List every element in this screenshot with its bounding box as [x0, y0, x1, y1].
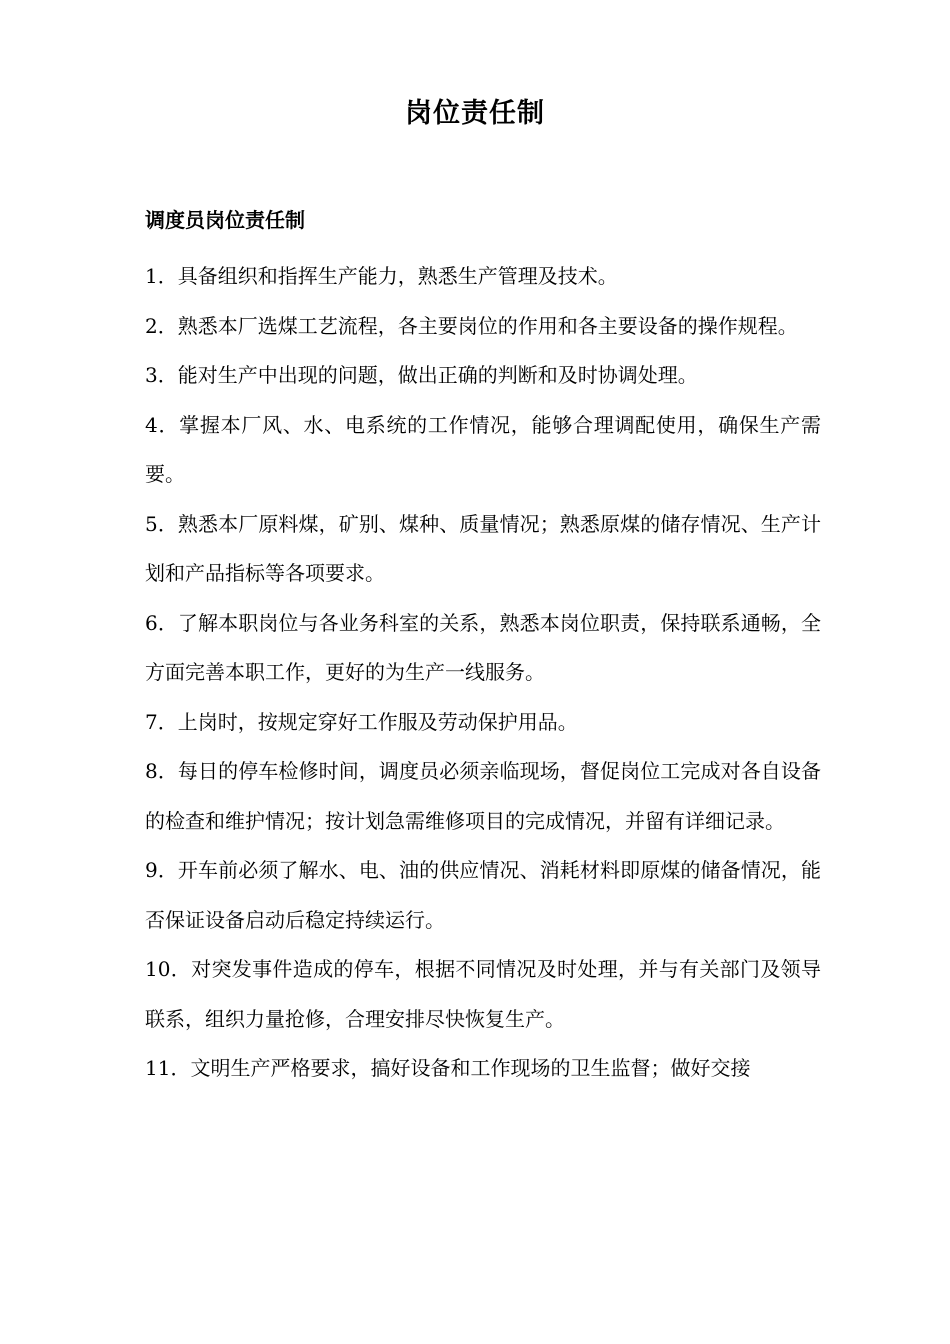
paragraph-item: 8．每日的停车检修时间，调度员必须亲临现场，督促岗位工完成对各自设备的检查和维护情况；按计划急需维修项目的完成情况，并留有详细记录。 — [145, 759, 821, 833]
paragraph-item: 7．上岗时，按规定穿好工作服及劳动保护用品。 — [145, 709, 578, 734]
paragraph-item: 11．文明生产严格要求，搞好设备和工作现场的卫生监督；做好交接 — [145, 1056, 751, 1080]
paragraph-item: 10．对突发事件造成的停车，根据不同情况及时处理，并与有关部门及领导联系，组织力量抢修，合理安排尽快恢复生产。 — [145, 957, 821, 1031]
paragraph-item: 5．熟悉本厂原料煤，矿别、煤种、质量情况；熟悉原煤的储存情况、生产计划和产品指标等各项要求。 — [145, 511, 821, 585]
document-title: 岗位责任制 — [405, 98, 545, 129]
paragraph-item: 1．具备组织和指挥生产能力，熟悉生产管理及技术。 — [145, 264, 618, 288]
section-heading: 调度员岗位责任制 — [145, 208, 305, 232]
paragraph-item: 4．掌握本厂风、水、电系统的工作情况，能够合理调配使用，确保生产需要。 — [145, 412, 821, 486]
paragraph-item: 2．熟悉本厂选煤工艺流程，各主要岗位的作用和各主要设备的操作规程。 — [145, 313, 798, 338]
paragraph-item: 3．能对生产中出现的问题，做出正确的判断和及时协调处理。 — [145, 363, 698, 387]
responsibility-list — [145, 252, 821, 1094]
paragraph-item: 6．了解本职岗位与各业务科室的关系，熟悉本岗位职责，保持联系通畅，全方面完善本职工作，更好的为生产一线服务。 — [145, 610, 821, 684]
paragraph-item: 9．开车前必须了解水、电、油的供应情况、消耗材料即原煤的储备情况，能否保证设备启动后稳定持续运行。 — [145, 858, 821, 932]
